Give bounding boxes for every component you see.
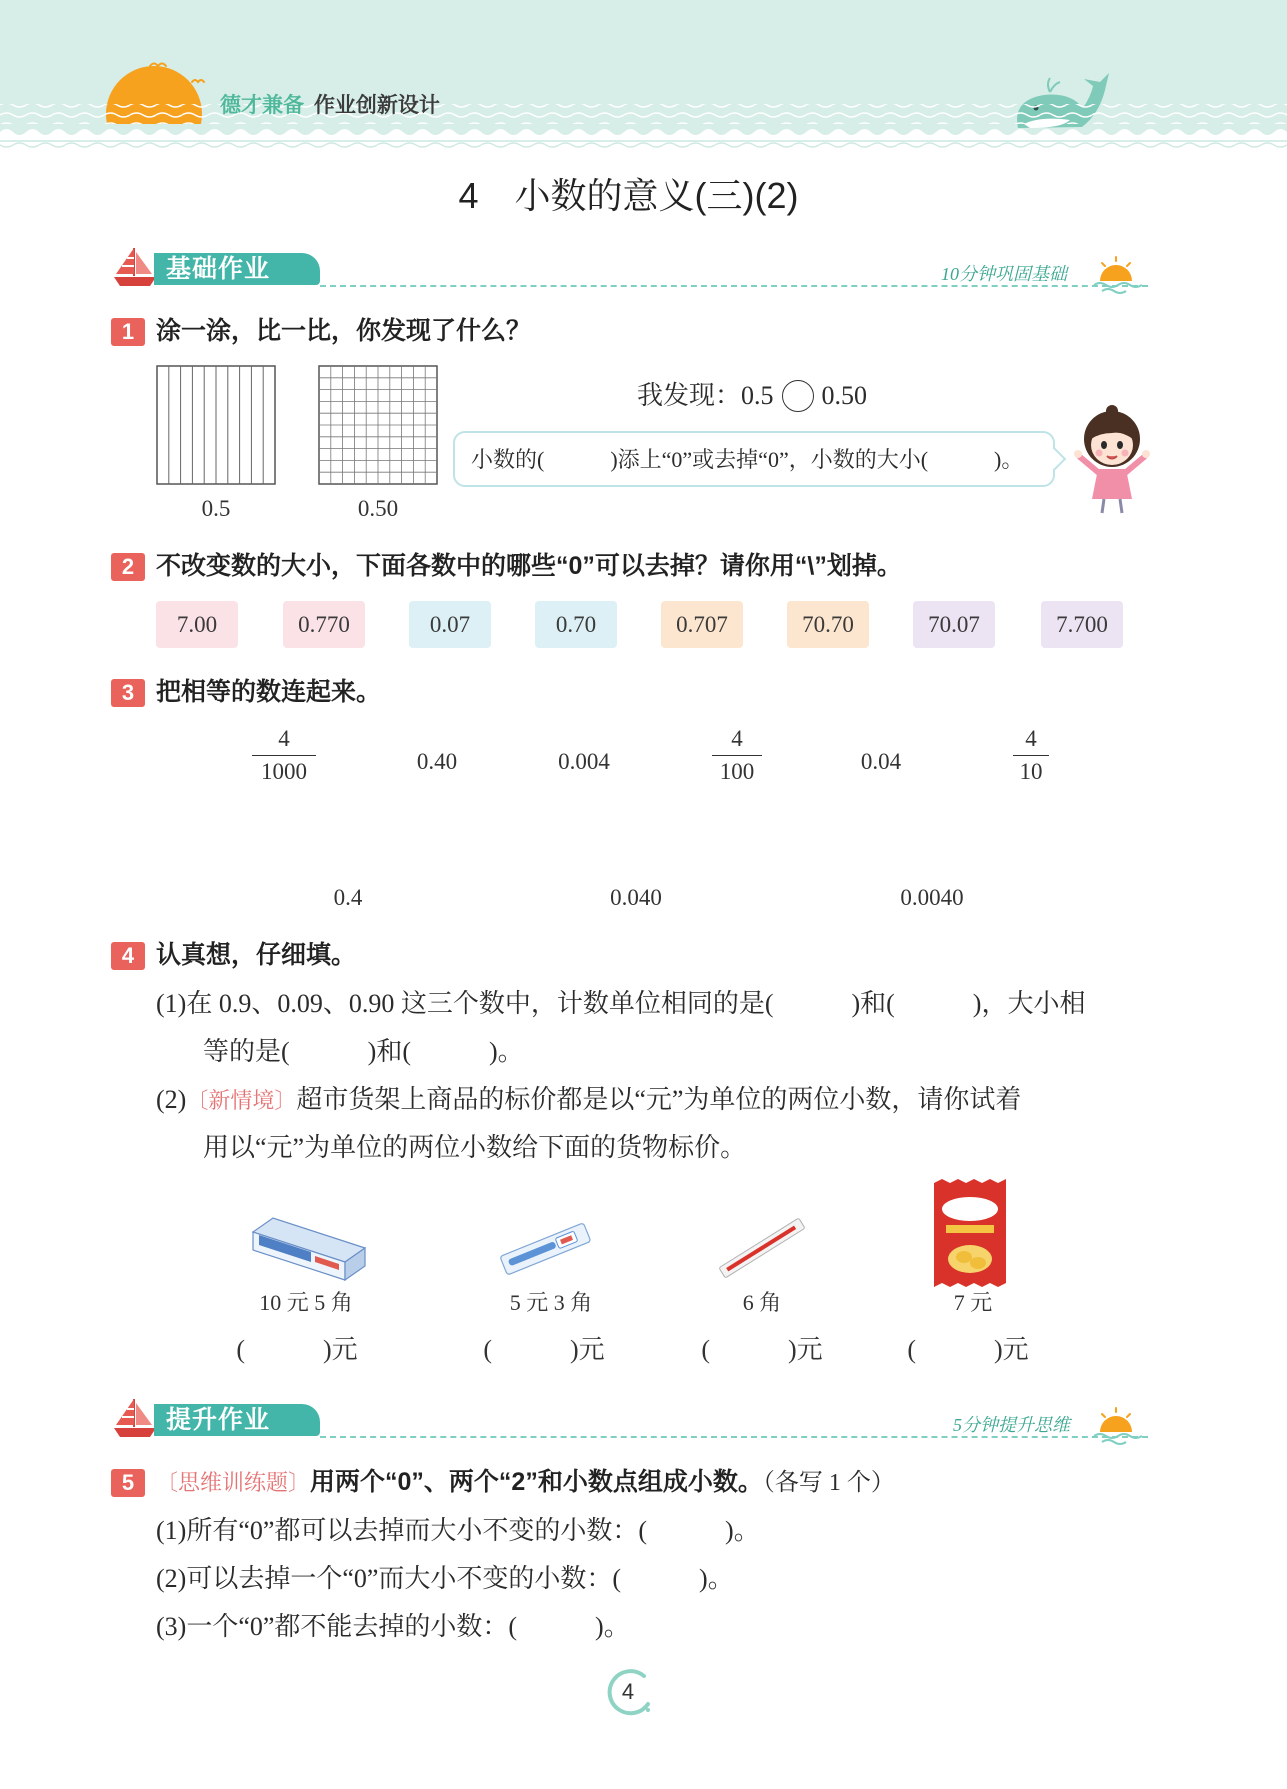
- decimal-value: 0.40: [416, 749, 458, 774]
- goods-price-label: 10 元 5 角: [259, 1290, 353, 1315]
- price-answer-blank: ( )元: [236, 1335, 358, 1364]
- question-3-badge: 3: [111, 679, 145, 707]
- fraction-numerator: 4: [731, 726, 743, 751]
- question-4-prompt: 认真想，仔细填。: [156, 941, 357, 969]
- header-banner: [0, 0, 1287, 160]
- grid-label-hundredths: 0.50: [357, 496, 399, 521]
- question-4-badge: 4: [111, 942, 145, 970]
- number-box: 70.70: [787, 601, 869, 648]
- fraction-numerator: 4: [278, 726, 290, 751]
- brand-line: [220, 95, 440, 116]
- number-box: 0.707: [661, 601, 743, 648]
- pen-icon: [713, 1212, 811, 1284]
- speech-bubble-tail: [1044, 448, 1067, 471]
- toothbrush-icon: [496, 1219, 594, 1277]
- price-answer-blank: ( )元: [701, 1335, 823, 1364]
- q4-part2-line1: [156, 1087, 1021, 1113]
- number-box: 7.700: [1041, 601, 1123, 648]
- grid-label-tenths: 0.5: [201, 496, 231, 521]
- q4-part1-line2: 等的是( )和( )。: [203, 1037, 524, 1066]
- q5-item: (3)一个“0”都不能去掉的小数：( )。: [156, 1612, 630, 1641]
- discovery-line: [637, 380, 867, 412]
- brand-main: 作业创新设计: [313, 94, 440, 117]
- sun-rising-icon: [1090, 255, 1142, 295]
- q4-part2-line2: 用以“元”为单位的两位小数给下面的货物标价。: [203, 1133, 747, 1162]
- toothpaste-icon: [249, 1212, 369, 1282]
- decimal-value: 0.040: [610, 885, 662, 910]
- goods-price-label: 6 角: [742, 1290, 782, 1315]
- decimal-value: 0.04: [860, 749, 902, 774]
- thinking-training-tag: 〔思维训练题〕: [156, 1470, 311, 1495]
- q5-item: (2)可以去掉一个“0”而大小不变的小数：( )。: [156, 1564, 734, 1593]
- tenths-grid: [156, 365, 276, 485]
- fraction-denominator: 1000: [261, 759, 307, 784]
- price-answer-blank: ( )元: [483, 1335, 605, 1364]
- new-situation-tag: 〔新情境〕: [186, 1088, 297, 1113]
- discovery-left: 我发现：0.5: [637, 381, 774, 410]
- decimal-value: 0.004: [558, 749, 610, 774]
- fraction-bar: [252, 755, 316, 756]
- question-1-badge: 1: [111, 318, 145, 346]
- number-box: 0.70: [535, 601, 617, 648]
- question-5-badge: 5: [111, 1469, 145, 1497]
- fraction-denominator: 100: [719, 759, 755, 784]
- question-2-badge: 2: [111, 553, 145, 581]
- q5-item: (1)所有“0”都可以去掉而大小不变的小数：( )。: [156, 1516, 760, 1545]
- number-box: 0.770: [283, 601, 365, 648]
- section-basic-label: 基础作业: [154, 253, 320, 285]
- question-1-prompt: 涂一涂，比一比，你发现了什么？: [156, 317, 532, 345]
- question-5-note: （各写 1 个）: [762, 1470, 895, 1496]
- section-advanced-divider: [320, 1436, 1148, 1438]
- q4-part1-line1: (1)在 0.9、0.09、0.90 这三个数中，计数单位相同的是( )和( )，大小相: [156, 989, 1086, 1018]
- q4-part2-text: 超市货架上商品的标价都是以“元”为单位的两位小数，请你试着: [296, 1085, 1022, 1114]
- number-box: 7.00: [156, 601, 238, 648]
- chips-bag-icon: [930, 1179, 1010, 1287]
- q4-part2-number: (2): [156, 1085, 187, 1114]
- sun-rising-icon: [1090, 1406, 1142, 1446]
- section-basic-time-tag: 10分钟巩固基础: [941, 264, 1067, 284]
- section-advanced-label: 提升作业: [154, 1404, 320, 1436]
- price-answer-blank: ( )元: [907, 1335, 1029, 1364]
- fraction-4-10: [1013, 725, 1049, 786]
- fraction-bar: [1013, 755, 1049, 756]
- hundredths-grid: [318, 365, 438, 485]
- compare-circle: [782, 380, 814, 412]
- discovery-right: 0.50: [821, 381, 868, 410]
- goods-price-label: 5 元 3 角: [509, 1290, 593, 1315]
- girl-character-icon: [1070, 403, 1154, 515]
- fraction-denominator: 10: [1019, 759, 1043, 784]
- number-box: 70.07: [913, 601, 995, 648]
- speech-bubble: [453, 431, 1055, 487]
- question-5-prompt-line: [156, 1470, 895, 1495]
- page-number: 4: [621, 1679, 635, 1704]
- question-5-prompt: 用两个“0”、两个“2”和小数点组成小数。: [310, 1468, 763, 1496]
- brand-accent: 德才兼备: [220, 94, 304, 117]
- sailboat-icon: [112, 1395, 158, 1439]
- number-box: 0.07: [409, 601, 491, 648]
- fraction-numerator: 4: [1025, 726, 1037, 751]
- decimal-value: 0.0040: [900, 885, 964, 910]
- question-2-prompt: 不改变数的大小，下面各数中的哪些“0”可以去掉？请你用“\”划掉。: [156, 552, 902, 580]
- sailboat-icon: [112, 244, 158, 288]
- fraction-4-1000: [252, 725, 316, 786]
- speech-bubble-text: 小数的( )添上“0”或去掉“0”，小数的大小( )。: [471, 447, 1024, 472]
- decimal-value: 0.4: [333, 885, 363, 910]
- section-basic-divider: [320, 285, 1148, 287]
- fraction-4-100: [712, 725, 762, 786]
- fraction-bar: [712, 755, 762, 756]
- question-3-prompt: 把相等的数连起来。: [156, 678, 382, 706]
- goods-price-label: 7 元: [953, 1290, 993, 1315]
- page-title: 4 小数的意义(三)(2): [458, 175, 799, 216]
- section-advanced-time-tag: 5分钟提升思维: [953, 1415, 1070, 1435]
